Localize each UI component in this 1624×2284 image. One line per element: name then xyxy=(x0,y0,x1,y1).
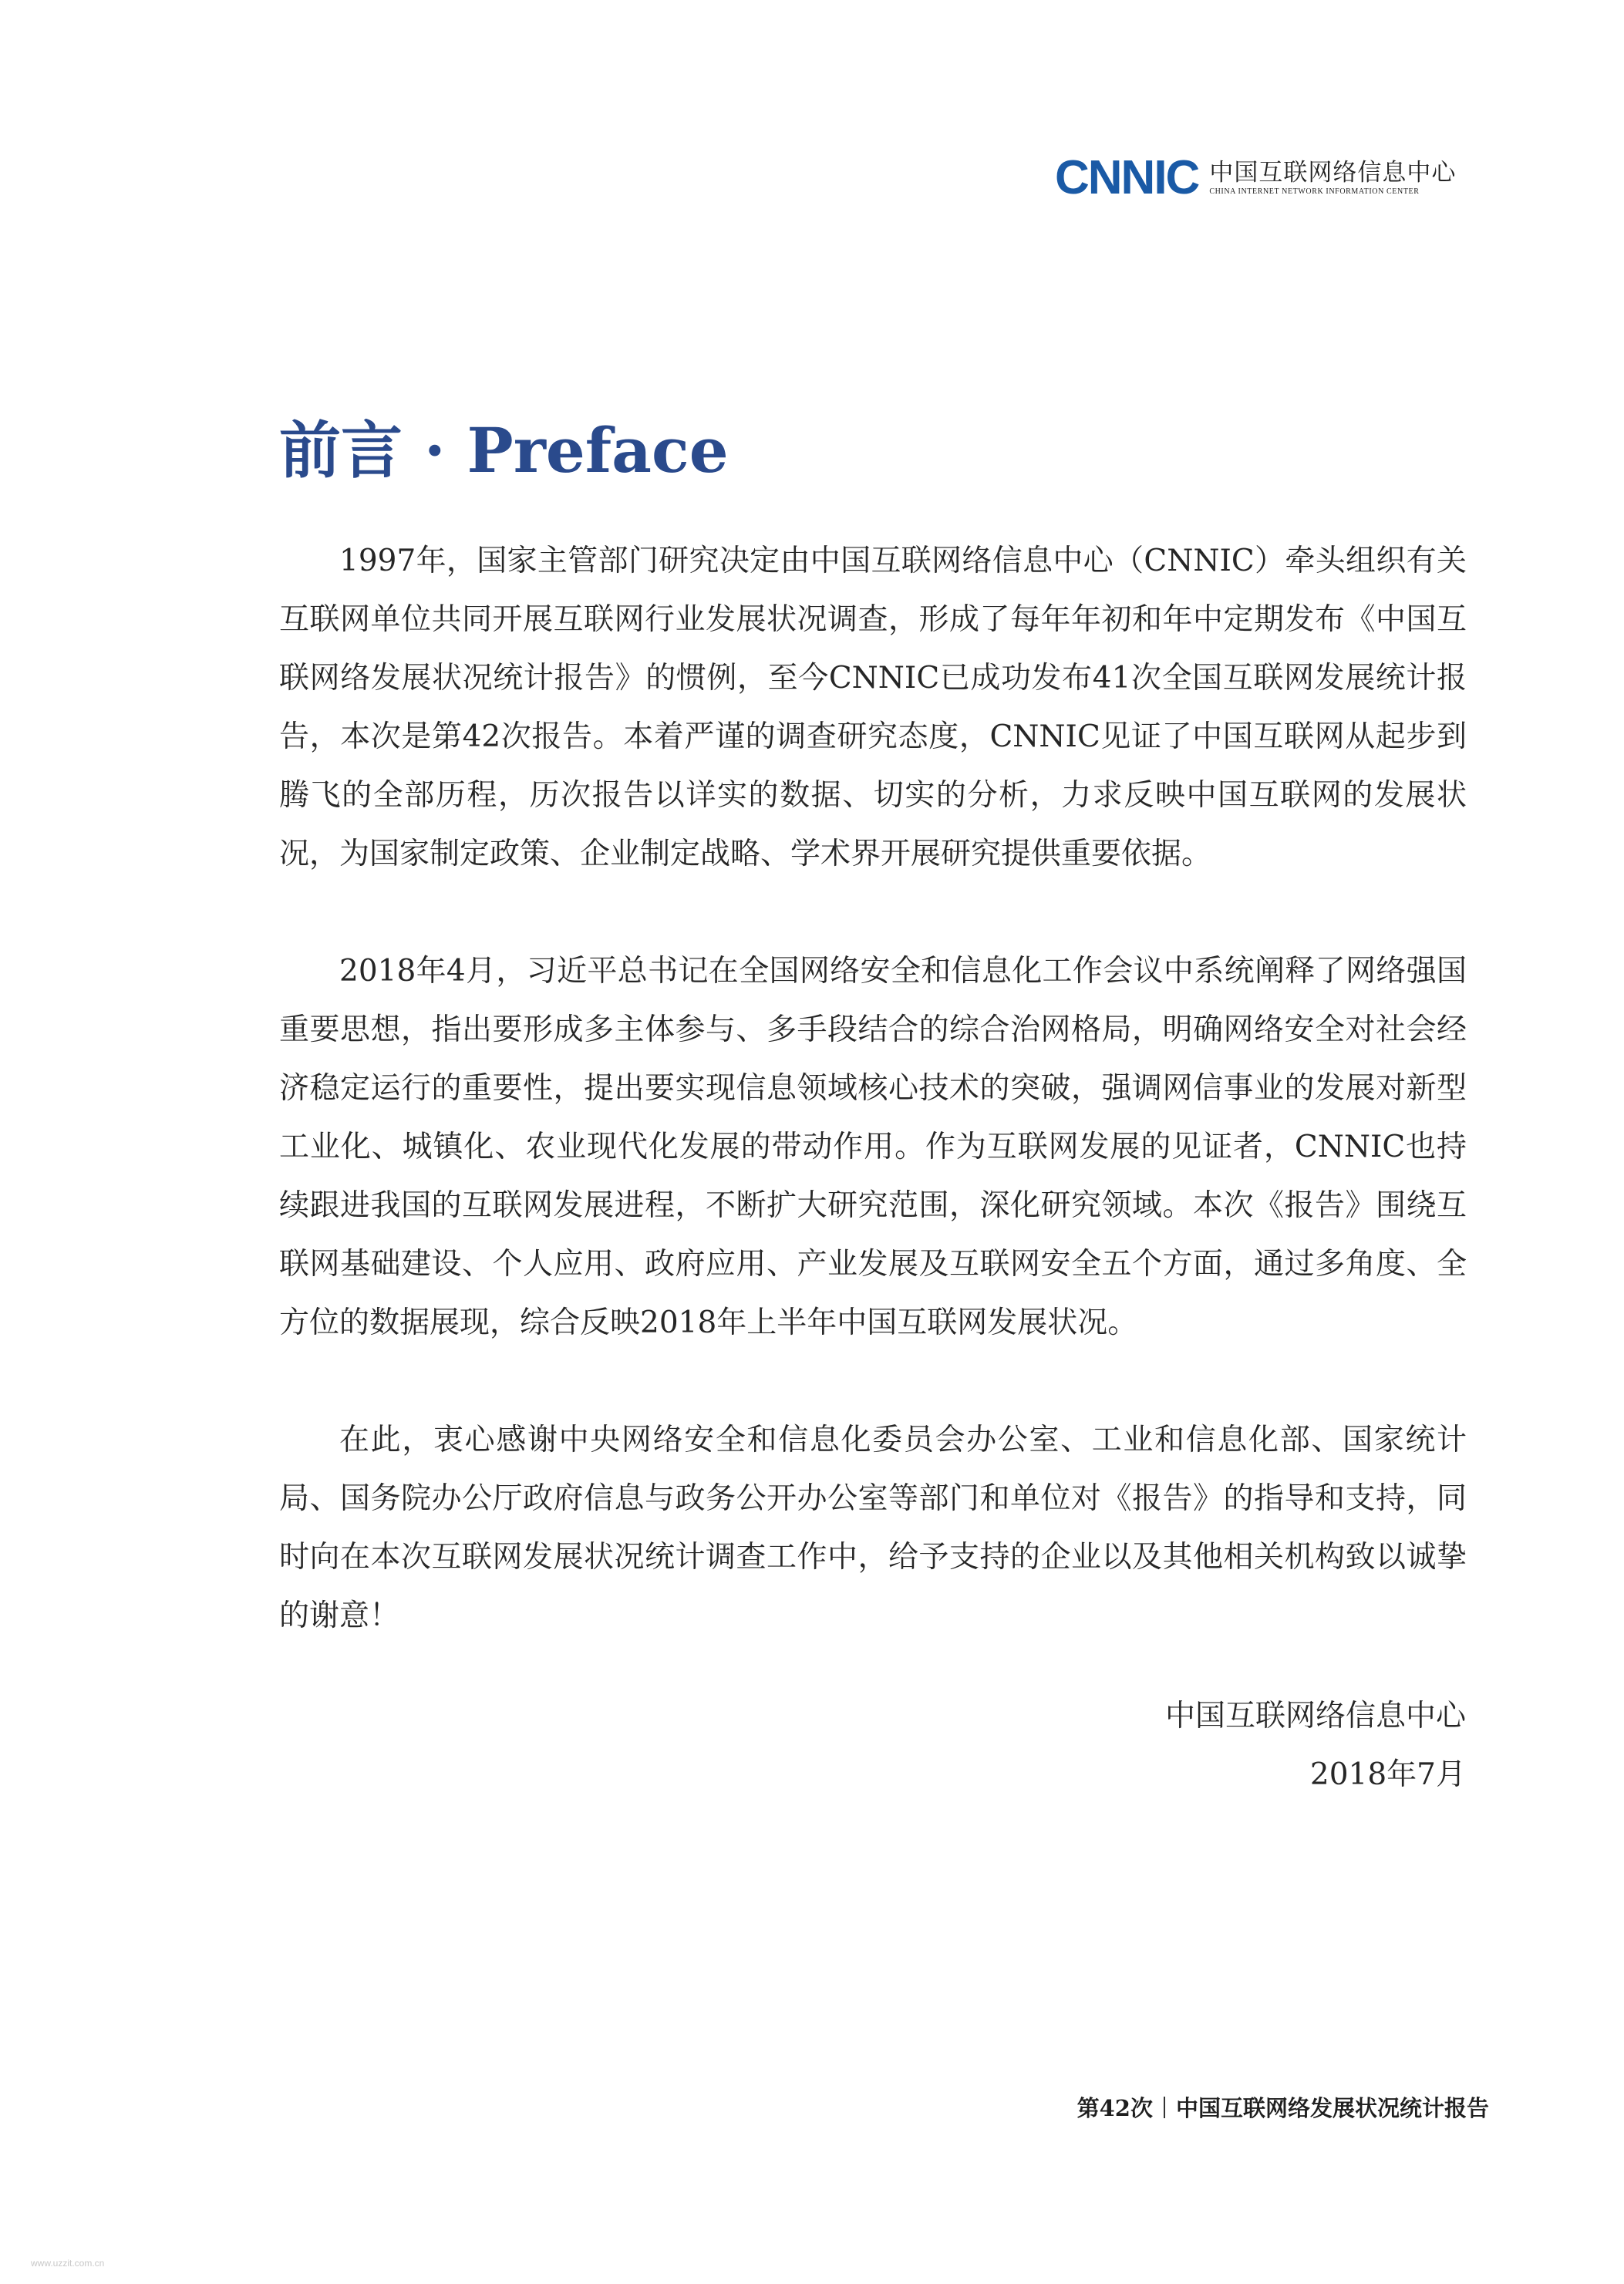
paragraph-1: 1997年，国家主管部门研究决定由中国互联网络信息中心（CNNIC）牵头组织有关互联网单位共同开展互联网行业发展状况调查，形成了每年年初和年中定期发布《中国互联网络发展状况统计报告》的惯例，至今CNNIC已成功发布41次全国互联网发展统计报告，本次是第42次报告。本着严谨的调查研究态度，CNNIC见证了中国互联网从起步到腾飞的全部历程，历次报告以详实的数据、切实的分析，力求反映中国互联网的发展状况，为国家制定政策、企业制定战略、学术界开展研究提供重要依据。 xyxy=(279,544,1467,871)
signature xyxy=(1165,1687,1466,1804)
signature-date: 2018年7月 xyxy=(1309,1757,1466,1792)
logo-org-name-en: CHINA INTERNET NETWORK INFORMATION CENTER xyxy=(1209,187,1420,196)
footer-edition: 第42次 xyxy=(1076,2095,1153,2121)
cnnic-logo xyxy=(1055,151,1487,205)
page-title: 前言 · Preface xyxy=(279,414,729,487)
signature-org: 中国互联网络信息中心 xyxy=(1164,1699,1466,1733)
preface-body xyxy=(279,532,1467,1704)
footer-divider xyxy=(1164,2097,1165,2118)
logo-org-name-cn: 中国互联网络信息中心 xyxy=(1209,159,1457,187)
watermark: www.uzzit.com.cn xyxy=(31,2258,105,2269)
logo-mark: CNNIC xyxy=(1055,151,1199,204)
logo-text xyxy=(1209,160,1456,197)
footer-report-name: 中国互联网络发展状况统计报告 xyxy=(1175,2095,1489,2121)
paragraph-3: 在此，衷心感谢中央网络安全和信息化委员会办公室、工业和信息化部、国家统计局、国务院办公厅政府信息与政务公开办公室等部门和单位对《报告》的指导和支持，同时向在本次互联网发展状况统计调查工作中，给予支持的企业以及其他相关机构致以诚挚的谢意！ xyxy=(279,1423,1467,1633)
paragraph-2: 2018年4月，习近平总书记在全国网络安全和信息化工作会议中系统阐释了网络强国重要思想，指出要形成多主体参与、多手段结合的综合治网格局，明确网络安全对社会经济稳定运行的重要性，提出要实现信息领域核心技术的突破，强调网信事业的发展对新型工业化、城镇化、农业现代化发展的带动作用。作为互联网发展的见证者，CNNIC也持续跟进我国的互联网发展进程，不断扩大研究范围，深化研究领域。本次《报告》围绕互联网基础建设、个人应用、政府应用、产业发展及互联网安全五个方面，通过多角度、全方位的数据展现，综合反映2018年上半年中国互联网发展状况。 xyxy=(279,954,1467,1340)
page-footer xyxy=(1077,2091,1489,2123)
